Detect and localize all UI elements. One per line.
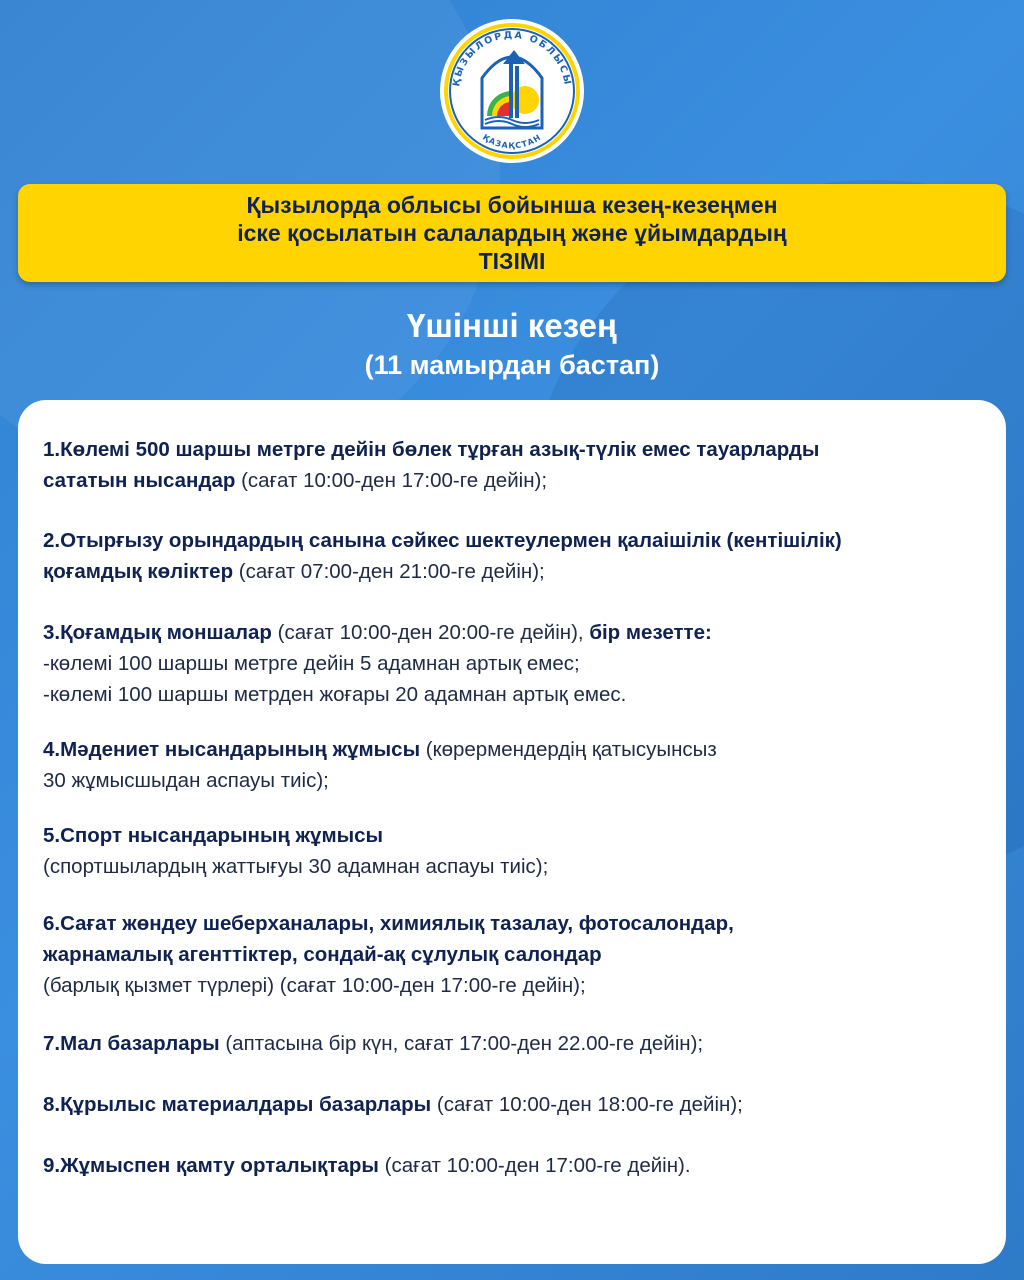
- item-note: (көрермендердің қатысуынсыз: [420, 738, 717, 761]
- banner-title-line: ТІЗІМІ: [478, 248, 546, 274]
- item-note: (сағат 10:00-ден 17:00-ге дейін);: [235, 469, 548, 492]
- list-item: [43, 1089, 743, 1120]
- item-note: (сағат 10:00-ден 17:00-ге дейін).: [378, 1154, 691, 1177]
- phase-subtitle: (11 мамырдан бастап): [364, 350, 660, 380]
- svg-text:ҚЫЗЫЛОРДА ОБЛЫСЫ: ҚЫЗЫЛОРДА ОБЛЫСЫ: [451, 29, 574, 88]
- item-note: (спортшылардың жаттығуы 30 адамнан аспауы тиіс);: [43, 855, 549, 878]
- phase-title: Үшінші кезең: [407, 307, 617, 344]
- list-item: [43, 525, 842, 587]
- item-note: 30 жұмысшыдан аспауы тиіс);: [43, 769, 329, 792]
- item-title: 4.Мәдениет нысандарының жұмысы: [43, 738, 421, 761]
- item-title: сататын нысандар: [43, 469, 236, 492]
- content-card: [18, 400, 1006, 1264]
- list-item: [43, 820, 548, 882]
- item-note: (сағат 10:00-ден 20:00-ге дейін),: [271, 621, 590, 644]
- list-item: [43, 734, 717, 796]
- item-title: 2.Отырғызу орындардың санына сәйкес шектеулермен қалаішілік (кентішілік): [43, 529, 842, 552]
- item-note: (аптасына бір күн, сағат 17:00-ден 22.00-ге дейін);: [219, 1032, 704, 1055]
- item-title: 8.Құрылыс материалдары базарлары: [43, 1093, 432, 1116]
- list-item: [43, 617, 712, 710]
- banner-title-line: Қызылорда облысы бойынша кезең-кезеңмен: [246, 192, 778, 218]
- item-note: (сағат 10:00-ден 18:00-ге дейін);: [431, 1093, 743, 1116]
- banner-title-line: іске қосылатын салалардың және ұйымдардың: [237, 220, 787, 246]
- kyzylorda-region-emblem-icon: [437, 16, 587, 166]
- item-note: (барлық қызмет түрлері) (сағат 10:00-ден 17:00-ге дейін);: [43, 974, 586, 997]
- item-title: 5.Спорт нысандарының жұмысы: [43, 824, 384, 847]
- item-subline: -көлемі 100 шаршы метрден жоғары 20 адамнан артық емес.: [43, 683, 627, 706]
- item-title: 9.Жұмыспен қамту орталықтары: [43, 1154, 379, 1177]
- item-subline: -көлемі 100 шаршы метрге дейін 5 адамнан артық емес;: [43, 652, 580, 675]
- svg-text:ҚАЗАҚСТАН: ҚАЗАҚСТАН: [481, 132, 543, 151]
- list-item: [43, 1028, 703, 1059]
- item-title: бір мезетте:: [589, 621, 712, 644]
- item-note: (сағат 07:00-ден 21:00-ге дейін);: [233, 560, 545, 583]
- title-banner: [18, 184, 1006, 282]
- list-item: [43, 908, 734, 1001]
- item-title: 3.Қоғамдық моншалар: [43, 621, 272, 644]
- item-title: 7.Мал базарлары: [43, 1032, 220, 1055]
- list-item: [43, 1150, 691, 1181]
- item-title: 1.Көлемі 500 шаршы метрге дейін бөлек тұрған азық-түлік емес тауарларды: [43, 438, 820, 461]
- item-title: 6.Сағат жөндеу шеберханалары, химиялық тазалау, фотосалондар,: [43, 912, 734, 935]
- item-title: жарнамалық агенттіктер, сондай-ақ сұлулық салондар: [43, 943, 602, 966]
- list-item: [43, 434, 819, 496]
- item-title: қоғамдық көліктер: [43, 560, 234, 583]
